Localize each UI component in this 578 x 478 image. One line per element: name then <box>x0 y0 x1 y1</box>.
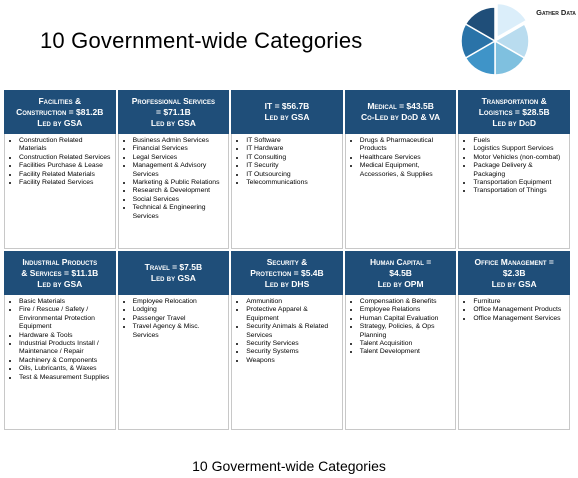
list-item: • Compensation & Benefits <box>360 298 453 306</box>
list-item: • Travel Agency & Misc. Services <box>133 323 226 340</box>
list-item: • Construction Related Services <box>19 154 112 162</box>
list-item: • Employee Relocation <box>133 298 226 306</box>
category-header-line: Travel = $7.5B <box>144 262 203 272</box>
category-header-line: Led by OPM <box>377 278 424 289</box>
list-item: • Facility Related Materials <box>19 171 112 179</box>
list-item: • Strategy, Policies, & Ops Planning <box>360 323 453 340</box>
list-item: • Research & Development <box>133 187 226 195</box>
list-item: • Healthcare Services <box>360 154 453 162</box>
list-item: • Furniture <box>473 298 566 306</box>
category-header-line: $4.5B <box>389 267 412 278</box>
list-item: • Weapons <box>246 357 339 365</box>
list-item: • Oils, Lubricants, & Waxes <box>19 365 112 373</box>
list-item: • Business Admin Services <box>133 137 226 145</box>
list-item: • Telecommunications <box>246 179 339 187</box>
list-item: • Medical Equipment, Accessories, & Supplies <box>360 162 453 179</box>
category-header-line: Led by DoD <box>492 117 536 128</box>
list-item: • IT Hardware <box>246 145 339 153</box>
caption: 10 Goverment-wide Categories <box>192 458 386 474</box>
list-item: • Social Services <box>133 196 226 204</box>
list-item: • Passenger Travel <box>133 315 226 323</box>
category-header <box>231 88 343 134</box>
list-item: • Legal Services <box>133 154 226 162</box>
pie-graphic <box>458 4 532 78</box>
category-header-line: Security & <box>266 256 308 267</box>
list-item: • Construction Related Materials <box>19 137 112 154</box>
category-header-line: = $71.1B <box>156 106 191 117</box>
list-item: • IT Software <box>246 137 339 145</box>
list-item: • Office Management Services <box>473 315 566 323</box>
category-items <box>4 134 116 249</box>
list-item: • IT Outsourcing <box>246 171 339 179</box>
category-header <box>4 249 116 295</box>
category-header <box>458 88 570 134</box>
list-item: • Technical & Engineering Services <box>133 204 226 221</box>
category-header <box>231 249 343 295</box>
list-item: • Protective Apparel & Equipment <box>246 306 339 323</box>
category-header-line: Logistics = $28.5B <box>478 106 550 117</box>
list-item: • Basic Materials <box>19 298 112 306</box>
category-header-line: Co-Led by DoD & VA <box>360 112 441 122</box>
category-header-line: Protection = $5.4B <box>250 267 324 278</box>
category-header-line: Transportation & <box>481 95 547 106</box>
page-title: 10 Government-wide Categories <box>40 28 363 53</box>
category-header-line: Facilities & <box>38 95 82 106</box>
category-header <box>118 88 230 134</box>
category-header-line: Led by GSA <box>264 112 310 122</box>
category-header-line: Led by GSA <box>150 273 196 283</box>
list-item: • Talent Acquisition <box>360 340 453 348</box>
category-header <box>4 88 116 134</box>
list-item: • Logistics Support Services <box>473 145 566 153</box>
category-items <box>231 295 343 430</box>
list-item: • Security Animals & Related Services <box>246 323 339 340</box>
category-header-line: Led by GSA <box>37 117 83 128</box>
category-header-line: Medical = $43.5B <box>367 101 434 111</box>
list-item: • Security Systems <box>246 348 339 356</box>
category-header <box>118 249 230 295</box>
list-item: • Drugs & Pharmaceutical Products <box>360 137 453 154</box>
pie-chart-icon <box>458 4 532 78</box>
list-item: • Machinery & Components <box>19 357 112 365</box>
list-item: • Test & Measurement Supplies <box>19 374 112 382</box>
category-header-line: $2.3B <box>502 267 526 278</box>
list-item: • Marketing & Public Relations <box>133 179 226 187</box>
list-item: • Talent Development <box>360 348 453 356</box>
category-header-line: & Services = $11.1B <box>21 267 99 278</box>
category-header-line: Led by GSA <box>150 117 196 128</box>
list-item: • Package Delivery & Packaging <box>473 162 566 179</box>
list-item: • Financial Services <box>133 145 226 153</box>
list-item: • Fire / Rescue / Safety / Environmental Protection Equipment <box>19 306 112 331</box>
categories-grid <box>4 88 570 430</box>
list-item: • Fuels <box>473 137 566 145</box>
category-header <box>345 88 457 134</box>
list-item: • Industrial Products Install / Maintenance / Repair <box>19 340 112 357</box>
list-item: • Hardware & Tools <box>19 332 112 340</box>
category-header-line: Industrial Products <box>22 256 98 267</box>
category-items <box>4 295 116 430</box>
category-header-line: Led by DHS <box>264 278 310 289</box>
list-item: • Human Capital Evaluation <box>360 315 453 323</box>
list-item: • Lodging <box>133 306 226 314</box>
category-header-line: Led by GSA <box>491 278 537 289</box>
category-header <box>458 249 570 295</box>
category-items <box>345 134 457 249</box>
category-header-line: Led by GSA <box>37 278 83 289</box>
category-header-line: IT = $56.7B <box>264 101 310 111</box>
category-items <box>345 295 457 430</box>
category-items <box>118 295 230 430</box>
category-items <box>231 134 343 249</box>
category-items <box>118 134 230 249</box>
list-item: • Employee Relations <box>360 306 453 314</box>
category-header-line: Human Capital = <box>370 256 432 267</box>
list-item: • Motor Vehicles (non-combat) <box>473 154 566 162</box>
list-item: • Transportation of Things <box>473 187 566 195</box>
category-header-line: Construction = $81.2B <box>16 106 104 117</box>
list-item: • Transportation Equipment <box>473 179 566 187</box>
category-header-line: Professional Services <box>131 95 216 106</box>
list-item: • IT Consulting <box>246 154 339 162</box>
list-item: • Management & Advisory Services <box>133 162 226 179</box>
list-item: • Facilities Purchase & Lease <box>19 162 112 170</box>
category-items <box>458 295 570 430</box>
list-item: • Facility Related Services <box>19 179 112 187</box>
list-item: • Security Services <box>246 340 339 348</box>
category-header-line: Office Management = <box>474 256 554 267</box>
category-header <box>345 249 457 295</box>
list-item: • Ammunition <box>246 298 339 306</box>
category-items <box>458 134 570 249</box>
list-item: • Office Management Products <box>473 306 566 314</box>
gather-data-badge: Gather Data <box>536 8 576 17</box>
list-item: • IT Security <box>246 162 339 170</box>
